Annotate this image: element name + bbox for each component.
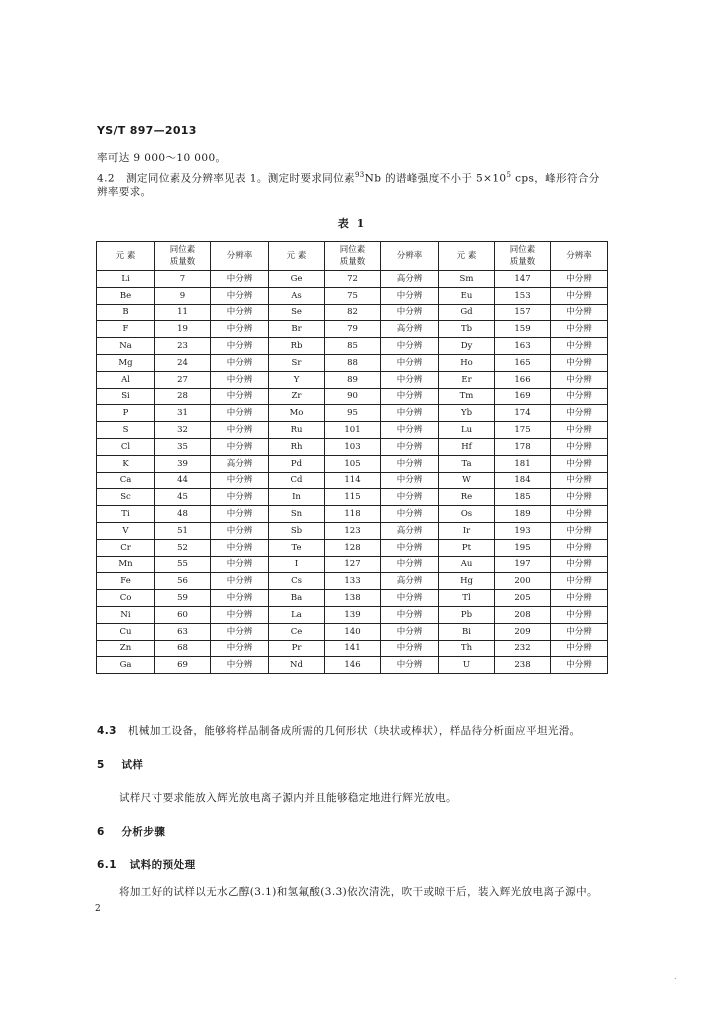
element-cell: V (97, 522, 155, 539)
mass-number-cell: 197 (495, 556, 551, 573)
resolution-cell: 中分辨 (551, 640, 608, 657)
section-5-title: 试样 (121, 759, 144, 771)
resolution-cell: 中分辨 (381, 556, 439, 573)
clause-4-2 (97, 167, 600, 187)
clause-4-2-text-a: 测定同位素及分辨率见表 1。测定时要求同位素 (126, 172, 355, 185)
resolution-cell: 中分辨 (211, 640, 269, 657)
resolution-cell: 中分辨 (551, 472, 608, 489)
element-cell: Cl (97, 438, 155, 455)
header-mass (155, 242, 211, 271)
element-cell: Al (97, 371, 155, 388)
clause-4-2-sup-mass: 93 (354, 171, 365, 179)
element-cell: Sb (269, 522, 325, 539)
header-mass-l2: 质量数 (509, 257, 536, 267)
element-cell: Te (269, 539, 325, 556)
resolution-cell: 中分辨 (551, 590, 608, 607)
element-cell: Se (269, 304, 325, 321)
element-cell: K (97, 455, 155, 472)
mass-number-cell: 51 (155, 522, 211, 539)
mass-number-cell: 232 (495, 640, 551, 657)
element-cell: Fe (97, 573, 155, 590)
table-row (97, 573, 608, 590)
section-5-heading (97, 757, 143, 772)
element-cell: Dy (439, 338, 495, 355)
resolution-cell: 中分辨 (381, 354, 439, 371)
mass-number-cell: 114 (325, 472, 381, 489)
resolution-cell: 中分辨 (211, 271, 269, 288)
resolution-cell: 中分辨 (551, 657, 608, 674)
header-resolution: 分辨率 (211, 242, 269, 271)
element-cell: Mg (97, 354, 155, 371)
element-cell: Be (97, 287, 155, 304)
header-mass-l2: 质量数 (169, 257, 196, 267)
table-caption: 表 1 (337, 217, 367, 230)
resolution-cell: 高分辨 (211, 455, 269, 472)
mass-number-cell: 181 (495, 455, 551, 472)
resolution-cell: 中分辨 (551, 321, 608, 338)
element-cell: Y (269, 371, 325, 388)
clause-4-2-sup-exp: 5 (506, 171, 512, 179)
mass-number-cell: 82 (325, 304, 381, 321)
resolution-cell: 中分辨 (551, 287, 608, 304)
mass-number-cell: 32 (155, 422, 211, 439)
element-cell: Nd (269, 657, 325, 674)
element-cell: B (97, 304, 155, 321)
mass-number-cell: 118 (325, 506, 381, 523)
section-6-1-heading (97, 857, 196, 872)
resolution-cell: 中分辨 (381, 304, 439, 321)
element-cell: Re (439, 489, 495, 506)
mass-number-cell: 133 (325, 573, 381, 590)
element-cell: Mo (269, 405, 325, 422)
margin-mark: . (674, 972, 677, 981)
element-cell: Pb (439, 606, 495, 623)
element-cell: Er (439, 371, 495, 388)
header-element: 元 素 (439, 242, 495, 271)
mass-number-cell: 35 (155, 438, 211, 455)
element-cell: Co (97, 590, 155, 607)
mass-number-cell: 101 (325, 422, 381, 439)
mass-number-cell: 90 (325, 388, 381, 405)
element-cell: Tl (439, 590, 495, 607)
section-6-number: 6 (97, 826, 105, 838)
resolution-cell: 中分辨 (381, 472, 439, 489)
mass-number-cell: 138 (325, 590, 381, 607)
mass-number-cell: 163 (495, 338, 551, 355)
clause-4-3-text: 机械加工设备，能够将样品制备成所需的几何形状（块状或棒状），样品待分析面应平坦光滑。 (128, 725, 581, 737)
resolution-cell: 中分辨 (211, 371, 269, 388)
resolution-cell: 中分辨 (381, 455, 439, 472)
resolution-cell: 中分辨 (381, 590, 439, 607)
resolution-cell: 中分辨 (381, 489, 439, 506)
resolution-cell: 中分辨 (211, 287, 269, 304)
element-cell: Tm (439, 388, 495, 405)
element-cell: Ba (269, 590, 325, 607)
resolution-cell: 中分辨 (381, 371, 439, 388)
mass-number-cell: 85 (325, 338, 381, 355)
element-cell: Lu (439, 422, 495, 439)
element-cell: Yb (439, 405, 495, 422)
mass-number-cell: 147 (495, 271, 551, 288)
resolution-cell: 高分辨 (381, 573, 439, 590)
element-cell: Cr (97, 539, 155, 556)
element-cell: Ga (97, 657, 155, 674)
table-row (97, 438, 608, 455)
mass-number-cell: 178 (495, 438, 551, 455)
resolution-cell: 中分辨 (551, 623, 608, 640)
resolution-cell: 中分辨 (551, 354, 608, 371)
resolution-cell: 高分辨 (381, 522, 439, 539)
mass-number-cell: 56 (155, 573, 211, 590)
resolution-cell: 中分辨 (381, 287, 439, 304)
mass-number-cell: 11 (155, 304, 211, 321)
mass-number-cell: 19 (155, 321, 211, 338)
table-row (97, 371, 608, 388)
mass-number-cell: 146 (325, 657, 381, 674)
table-row (97, 354, 608, 371)
element-cell: Si (97, 388, 155, 405)
resolution-cell: 中分辨 (211, 422, 269, 439)
resolution-cell: 中分辨 (211, 657, 269, 674)
mass-number-cell: 88 (325, 354, 381, 371)
resolution-cell: 中分辨 (211, 623, 269, 640)
resolution-cell: 中分辨 (211, 590, 269, 607)
mass-number-cell: 174 (495, 405, 551, 422)
element-cell: Ni (97, 606, 155, 623)
mass-number-cell: 95 (325, 405, 381, 422)
resolution-cell: 中分辨 (211, 539, 269, 556)
resolution-cell: 中分辨 (551, 271, 608, 288)
mass-number-cell: 45 (155, 489, 211, 506)
mass-number-cell: 52 (155, 539, 211, 556)
mass-number-cell: 27 (155, 371, 211, 388)
clause-4-2-text-c: cps，峰形符合分 (511, 172, 600, 185)
table-row (97, 455, 608, 472)
resolution-cell: 中分辨 (551, 606, 608, 623)
mass-number-cell: 153 (495, 287, 551, 304)
element-cell: Pd (269, 455, 325, 472)
mass-number-cell: 7 (155, 271, 211, 288)
element-cell: P (97, 405, 155, 422)
element-cell: W (439, 472, 495, 489)
mass-number-cell: 63 (155, 623, 211, 640)
resolution-cell: 中分辨 (381, 640, 439, 657)
resolution-cell: 中分辨 (551, 556, 608, 573)
resolution-cell: 中分辨 (551, 573, 608, 590)
header-mass-l1: 同位素 (339, 245, 366, 255)
mass-number-cell: 185 (495, 489, 551, 506)
header-resolution: 分辨率 (381, 242, 439, 271)
mass-number-cell: 123 (325, 522, 381, 539)
element-cell: Sn (269, 506, 325, 523)
mass-number-cell: 140 (325, 623, 381, 640)
header-mass-l1: 同位素 (169, 245, 196, 255)
header-mass-l2: 质量数 (339, 257, 366, 267)
section-6-title: 分析步骤 (121, 826, 166, 838)
mass-number-cell: 44 (155, 472, 211, 489)
resolution-cell: 中分辨 (211, 304, 269, 321)
resolution-cell: 中分辨 (381, 405, 439, 422)
element-cell: Ge (269, 271, 325, 288)
mass-number-cell: 115 (325, 489, 381, 506)
resolution-cell: 中分辨 (211, 489, 269, 506)
resolution-cell: 中分辨 (211, 472, 269, 489)
table-row (97, 590, 608, 607)
resolution-cell: 中分辨 (381, 657, 439, 674)
mass-number-cell: 238 (495, 657, 551, 674)
resolution-cell: 中分辨 (381, 338, 439, 355)
clause-4-3-number: 4.3 (97, 725, 117, 737)
resolution-cell: 中分辨 (381, 606, 439, 623)
element-cell: Mn (97, 556, 155, 573)
element-cell: Sc (97, 489, 155, 506)
mass-number-cell: 60 (155, 606, 211, 623)
table-row (97, 472, 608, 489)
element-cell: Ce (269, 623, 325, 640)
header-mass-l1: 同位素 (509, 245, 536, 255)
mass-number-cell: 23 (155, 338, 211, 355)
resolution-cell: 中分辨 (211, 522, 269, 539)
table-row (97, 489, 608, 506)
element-cell: Na (97, 338, 155, 355)
resolution-cell: 中分辨 (211, 354, 269, 371)
element-cell: Tb (439, 321, 495, 338)
element-cell: Th (439, 640, 495, 657)
element-cell: Zr (269, 388, 325, 405)
mass-number-cell: 157 (495, 304, 551, 321)
element-cell: Gd (439, 304, 495, 321)
section-6-1-text: 将加工好的试样以无水乙醇(3.1)和氢氟酸(3.3)依次清洗，吹干或晾干后，装入辉光放电离子源中。 (119, 886, 598, 898)
table-row (97, 422, 608, 439)
mass-number-cell: 24 (155, 354, 211, 371)
resolution-cell: 中分辨 (551, 371, 608, 388)
resolution-cell: 中分辨 (551, 388, 608, 405)
resolution-cell: 高分辨 (381, 321, 439, 338)
element-cell: Pr (269, 640, 325, 657)
mass-number-cell: 39 (155, 455, 211, 472)
mass-number-cell: 48 (155, 506, 211, 523)
mass-number-cell: 79 (325, 321, 381, 338)
element-cell: U (439, 657, 495, 674)
mass-number-cell: 9 (155, 287, 211, 304)
table-row (97, 287, 608, 304)
mass-number-cell: 68 (155, 640, 211, 657)
table-row (97, 388, 608, 405)
mass-number-cell: 69 (155, 657, 211, 674)
resolution-cell: 中分辨 (211, 556, 269, 573)
standard-number: YS/T 897—2013 (97, 124, 197, 137)
resolution-cell: 中分辨 (551, 438, 608, 455)
table-row (97, 522, 608, 539)
element-cell: Br (269, 321, 325, 338)
resolution-cell: 中分辨 (551, 455, 608, 472)
section-5-number: 5 (97, 759, 105, 771)
section-6-1-number: 6.1 (97, 859, 118, 871)
resolution-cell: 中分辨 (211, 388, 269, 405)
mass-number-cell: 195 (495, 539, 551, 556)
section-5-text: 试样尺寸要求能放入辉光放电离子源内并且能够稳定地进行辉光放电。 (119, 792, 457, 804)
element-cell: Ta (439, 455, 495, 472)
element-cell: Ir (439, 522, 495, 539)
mass-number-cell: 28 (155, 388, 211, 405)
mass-number-cell: 208 (495, 606, 551, 623)
table-body (97, 271, 608, 674)
header-mass (495, 242, 551, 271)
mass-number-cell: 169 (495, 388, 551, 405)
resolution-cell: 中分辨 (551, 539, 608, 556)
element-cell: Ho (439, 354, 495, 371)
resolution-cell: 高分辨 (381, 271, 439, 288)
element-cell: Hf (439, 438, 495, 455)
resolution-cell: 中分辨 (381, 539, 439, 556)
element-cell: Rb (269, 338, 325, 355)
mass-number-cell: 59 (155, 590, 211, 607)
table-row (97, 271, 608, 288)
mass-number-cell: 175 (495, 422, 551, 439)
clause-4-2-line2: 辨率要求。 (97, 186, 152, 198)
clause-4-2-number: 4.2 (97, 172, 115, 185)
resolution-cell: 中分辨 (551, 489, 608, 506)
resolution-cell: 中分辨 (211, 438, 269, 455)
element-cell: La (269, 606, 325, 623)
mass-number-cell: 165 (495, 354, 551, 371)
element-cell: Hg (439, 573, 495, 590)
mass-number-cell: 139 (325, 606, 381, 623)
table-row (97, 405, 608, 422)
element-cell: As (269, 287, 325, 304)
mass-number-cell: 166 (495, 371, 551, 388)
element-cell: Cs (269, 573, 325, 590)
element-cell: Eu (439, 287, 495, 304)
mass-number-cell: 184 (495, 472, 551, 489)
resolution-cell: 中分辨 (551, 422, 608, 439)
resolution-cell: 中分辨 (381, 506, 439, 523)
table-row (97, 304, 608, 321)
resolution-cell: 中分辨 (551, 522, 608, 539)
element-cell: Os (439, 506, 495, 523)
element-cell: Ti (97, 506, 155, 523)
mass-number-cell: 189 (495, 506, 551, 523)
resolution-cell: 中分辨 (551, 506, 608, 523)
element-cell: Zn (97, 640, 155, 657)
resolution-cell: 中分辨 (551, 338, 608, 355)
table-row (97, 539, 608, 556)
header-element: 元 素 (97, 242, 155, 271)
mass-number-cell: 127 (325, 556, 381, 573)
mass-number-cell: 128 (325, 539, 381, 556)
mass-number-cell: 200 (495, 573, 551, 590)
table-row (97, 556, 608, 573)
element-cell: I (269, 556, 325, 573)
mass-number-cell: 89 (325, 371, 381, 388)
header-element: 元 素 (269, 242, 325, 271)
resolution-cell: 中分辨 (381, 623, 439, 640)
mass-number-cell: 209 (495, 623, 551, 640)
resolution-cell: 中分辨 (551, 405, 608, 422)
mass-number-cell: 105 (325, 455, 381, 472)
table-row (97, 657, 608, 674)
mass-number-cell: 72 (325, 271, 381, 288)
table-header-row (97, 242, 608, 271)
resolution-cell: 中分辨 (211, 321, 269, 338)
element-cell: Cu (97, 623, 155, 640)
clause-4-2-text-b: Nb 的谱峰强度不小于 5×10 (364, 172, 507, 185)
header-mass (325, 242, 381, 271)
element-cell: S (97, 422, 155, 439)
resolution-cell: 中分辨 (211, 405, 269, 422)
mass-number-cell: 75 (325, 287, 381, 304)
table-row (97, 640, 608, 657)
header-resolution: 分辨率 (551, 242, 608, 271)
section-6-1-title: 试料的预处理 (129, 859, 196, 871)
table-row (97, 321, 608, 338)
table-row (97, 623, 608, 640)
element-cell: Sr (269, 354, 325, 371)
mass-number-cell: 159 (495, 321, 551, 338)
table-row (97, 606, 608, 623)
mass-number-cell: 31 (155, 405, 211, 422)
resolution-cell: 中分辨 (381, 422, 439, 439)
resolution-cell: 中分辨 (211, 338, 269, 355)
element-cell: Li (97, 271, 155, 288)
element-cell: Bi (439, 623, 495, 640)
intro-line: 率可达 9 000～10 000。 (97, 152, 227, 164)
element-cell: Pt (439, 539, 495, 556)
section-6-heading (97, 824, 165, 839)
element-cell: Au (439, 556, 495, 573)
element-cell: Cd (269, 472, 325, 489)
resolution-cell: 中分辨 (211, 606, 269, 623)
isotope-table (96, 241, 608, 674)
mass-number-cell: 205 (495, 590, 551, 607)
clause-4-3 (97, 723, 581, 739)
resolution-cell: 中分辨 (381, 388, 439, 405)
resolution-cell: 中分辨 (551, 304, 608, 321)
element-cell: Rh (269, 438, 325, 455)
table-row (97, 338, 608, 355)
resolution-cell: 中分辨 (381, 438, 439, 455)
page-number: 2 (95, 904, 101, 914)
mass-number-cell: 141 (325, 640, 381, 657)
mass-number-cell: 103 (325, 438, 381, 455)
mass-number-cell: 55 (155, 556, 211, 573)
resolution-cell: 中分辨 (211, 573, 269, 590)
element-cell: Ru (269, 422, 325, 439)
resolution-cell: 中分辨 (211, 506, 269, 523)
table-row (97, 506, 608, 523)
element-cell: Sm (439, 271, 495, 288)
element-cell: Ca (97, 472, 155, 489)
element-cell: F (97, 321, 155, 338)
mass-number-cell: 193 (495, 522, 551, 539)
element-cell: In (269, 489, 325, 506)
